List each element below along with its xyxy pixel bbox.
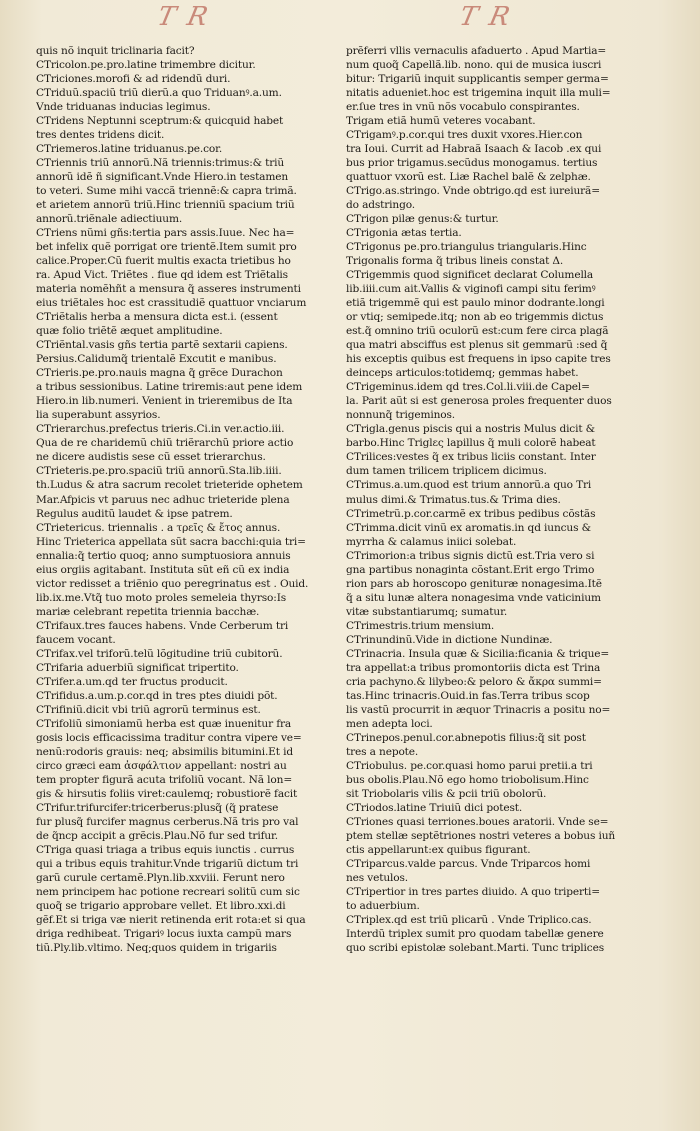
text-line: prẽferri vllis vernaculis afaduerto . Apud Martia= <box>346 45 607 57</box>
text-line: de q̃ncp accipit a grẽcis.Plau.Nõ fur sed trifur. <box>36 829 278 842</box>
text-line: ne dicere audistis sese cũ esset trierarchus. <box>36 451 266 464</box>
text-line: bus obolis.Plau.Nõ ego homo triobolisum.Hinc <box>346 773 589 786</box>
text-line: cria pachyno.& lilybeo:& peloro & ἄκρα summi= <box>346 675 602 688</box>
text-line: garũ curule certamẽ.Plyn.lib.xxviii. Ferunt nero <box>36 871 285 884</box>
text-line: CTrifax.vel triforũ.telũ lõgitudine triũ cubitorũ. <box>36 647 283 660</box>
text-line: CTrigon pilæ genus:& turtur. <box>346 213 499 226</box>
text-line: Hiero.in lib.numeri. Venient in trieremibus de Ita <box>36 395 293 408</box>
text-line: CTriga quasi triaga a tribus equis iunctis . currus <box>36 843 295 856</box>
text-line: nem principem hac potione recreari solitũ cum sic <box>36 885 300 898</box>
text-line: men adepta loci. <box>346 717 433 730</box>
text-line: ctis appellarunt:ex quibus figurant. <box>346 843 531 856</box>
text-line: CTrimus.a.um.quod est trium annorũ.a quo Tri <box>346 479 592 492</box>
text-line: quattuor vxorũ est. Liæ Rachel balẽ & zelphæ. <box>346 171 591 184</box>
text-line: barbo.Hinc Triglες lapillus q̃ muli colorẽ habeat <box>346 437 596 450</box>
text-line: dum tamen trilicem triplicem dicimus. <box>346 465 547 478</box>
text-line: CTrifiniũ.dicit vbi triũ agrorũ terminus est. <box>36 703 261 716</box>
text-line: tra Ioui. Currit ad Habraã Isaach & Iacob .ex qui <box>346 143 602 156</box>
text-line: CTrietericus. triennalis . a τρεῖς & ἔτος annus. <box>36 521 281 534</box>
text-line: deinceps articulos:totidemq; gemmas habet. <box>346 367 579 380</box>
text-line: et arietem annorũ triũ.Hinc trienniũ spacium triũ <box>36 199 295 212</box>
text-line: CTrifidus.a.um.p.cor.qd in tres ptes diuidi põt. <box>36 689 278 702</box>
text-line: tas.Hinc trinacris.Ouid.in fas.Terra tribus scop <box>346 689 590 702</box>
text-line: CTriennis triũ annorũ.Nã triennis:trimus:& triũ <box>36 157 285 170</box>
text-line: materia nomẽhñt a mensura q̃ asseres instrumenti <box>36 283 301 296</box>
text-line: quæ folio triẽtẽ æquet amplitudine. <box>36 325 223 338</box>
text-line: CTriodos.latine Triuiũ dici potest. <box>346 801 523 814</box>
text-line: CTrigamꝰ.p.cor.qui tres duxit vxores.Hier.con <box>346 129 583 142</box>
text-line: do adstringo. <box>346 199 415 212</box>
text-line: a tribus sessionibus. Latine triremis:aut pene idem <box>36 381 303 394</box>
text-line: Hinc Trieterica appellata sũt sacra bacchi:quia tri= <box>36 535 306 548</box>
text-line: lib.iiii.cum ait.Vallis & viginofi campi situ ferimꝰ <box>346 283 596 296</box>
text-line: nonnunq̃ trigeminos. <box>346 409 455 422</box>
text-line: la. Parit aũt si est generosa proles frequenter duos <box>346 395 612 408</box>
text-line: Mar.Afpicis vt paruus nec adhuc trieteride plena <box>36 493 290 506</box>
text-line: ptem stellæ septẽtriones nostri veteres a bobus iuñ <box>346 829 616 842</box>
text-line: CTriplex.qd est triũ plicarũ . Vnde Triplico.cas. <box>346 913 592 926</box>
text-line: CTriẽtalis herba a mensura dicta est.i. (essent <box>36 311 278 324</box>
text-line: CTrimestris.trium mensium. <box>346 619 495 632</box>
text-line: CTrifaria aduerbiũ significat tripertito. <box>36 661 239 674</box>
text-line: est.q̃ omnino triũ oculorũ est:cum fere circa plagã <box>346 325 609 338</box>
text-line: ennalia:q̃ tertio quoq; anno sumptuosiora annuis <box>36 549 291 562</box>
text-line: num quoq̃ Capellã.lib. nono. qui de musica iuscri <box>346 59 602 72</box>
text-line: tem propter figurã acuta trifoliũ vocant. Nã lon= <box>36 773 293 786</box>
text-line: bus prior trigamus.secũdus monogamus. tertius <box>346 157 598 170</box>
text-line: Regulus auditũ laudet & ipse patrem. <box>36 507 233 520</box>
text-line: CTrimorion:a tribus signis dictũ est.Tria vero si <box>346 549 595 562</box>
text-line: nes vetulos. <box>346 871 409 884</box>
text-line: victor redisset a triẽnio quo peregrinatus est . Ouid. <box>36 577 309 590</box>
text-line: CTrierarchus.prefectus trieris.Ci.in ver.actio.iii. <box>36 423 285 436</box>
text-line: CTripertior in tres partes diuido. A quo triperti= <box>346 885 600 898</box>
running-head-left: T R <box>154 2 213 32</box>
text-line: CTricolon.pe.pro.latine trimembre dicitur. <box>36 59 256 72</box>
text-line: CTrieteris.pe.pro.spaciũ triũ annorũ.Sta.lib.iiii. <box>36 465 282 478</box>
text-line: CTriduũ.spaciũ triũ dierũ.a quo Triduanꝰ.a.um. <box>36 87 282 100</box>
text-line: CTrifoliũ simoniamũ herba est quæ inuenitur fra <box>36 717 292 730</box>
text-line: his exceptis quibus est frequens in ipso capite tres <box>346 353 611 366</box>
text-line: sit Triobolaris vilis & pcii triũ obolorũ. <box>346 787 547 800</box>
text-line: driga redhibeat. Trigariꝰ locus iuxta campũ mars <box>36 927 292 940</box>
text-line: quoq̃ se trigario approbare vellet. Et libro.xxi.di <box>36 899 286 912</box>
text-line: q̃ a situ lunæ altera nonagesima vnde vaticinium <box>346 591 601 604</box>
text-line: bitur: Trigariũ inquit supplicantis semper germa= <box>346 73 609 86</box>
text-line: CTriobulus. pe.cor.quasi homo parui pretii.a tri <box>346 759 593 772</box>
text-line: lib.ix.me.Vtq̃ tuo moto proles semeleia thyrso:Is <box>36 591 287 604</box>
text-line: lis vastũ procurrit in æquor Trinacris a positu no= <box>346 703 611 716</box>
text-line: Persius.Calidumq̃ trientalẽ Excutit e manibus. <box>36 353 277 366</box>
text-line: tra appellat:a tribus promontoriis dicta est Trina <box>346 661 601 674</box>
right-text-column <box>346 44 648 955</box>
text-line: nenũ:rodoris grauis: neq; absimilis bitumini.Et id <box>36 745 293 758</box>
text-line: bet infelix quẽ porrigat ore trientẽ.Item sumit pro <box>36 241 297 254</box>
text-line: gẽf.Et si triga væ nierit retinenda erit rota:et si qua <box>36 913 306 926</box>
text-line: fur plusq̃ furcifer magnus cerberus.Nã tris pro val <box>36 815 299 828</box>
text-line: vitæ substantiarumq; sumatur. <box>346 605 508 618</box>
text-line: etiã trigemmẽ qui est paulo minor dodrante.longi <box>346 297 605 310</box>
text-line: CTrigonia ætas tertia. <box>346 227 462 240</box>
text-line: CTrigonus pe.pro.triangulus triangularis.Hinc <box>346 241 587 254</box>
text-line: CTrinundinũ.Vide in dictione Nundinæ. <box>346 633 553 646</box>
text-line: gna partibus nonaginta cõstant.Erit ergo Trimo <box>346 563 595 576</box>
left-text-column <box>36 44 336 955</box>
text-line: rion pars ab horoscopo genituræ nonagesima.Itẽ <box>346 577 602 590</box>
text-line: annorũ.triẽnale adiectiuum. <box>36 213 183 226</box>
text-line: tres a nepote. <box>346 745 419 758</box>
text-line: nitatis adueniet.hoc est trigemina inquit illa muli= <box>346 87 611 100</box>
text-line: CTrigeminus.idem qd tres.Col.li.viii.de Capel= <box>346 381 590 394</box>
text-line: quo scribi epistolæ solebant.Marti. Tunc triplices <box>346 942 604 954</box>
text-line: CTrinepos.penul.cor.abnepotis filius:q̃ sit post <box>346 731 586 744</box>
text-line: CTrinacria. Insula quæ & Sicilia:ficania & trique= <box>346 647 610 660</box>
text-line: CTriẽntal.vasis gñs tertia partẽ sextarii capiens. <box>36 339 288 352</box>
text-line: qui a tribus equis trahitur.Vnde trigariũ dictum tri <box>36 857 299 870</box>
text-line: lia superabunt assyrios. <box>36 409 161 422</box>
text-line: CTrifer.a.um.qd ter fructus producit. <box>36 675 228 688</box>
text-line: eius triẽtales hoc est crassitudiẽ quattuor vnciarum <box>36 297 307 310</box>
text-line: Trigonalis forma q̃ tribus lineis constat Δ. <box>346 255 564 268</box>
text-line: annorũ idẽ ñ significant.Vnde Hiero.in testamen <box>36 171 289 184</box>
text-line: mariæ celebrant repetita triennia bacchæ. <box>36 605 260 618</box>
text-line: eius orgiis agitabant. Instituta sũt eñ cũ ex india <box>36 563 290 576</box>
text-line: ra. Apud Vict. Triẽtes . fiue qd idem est Triẽtalis <box>36 269 288 282</box>
text-line: Qua de re charidemũ chiũ triẽrarchũ priore actio <box>36 437 294 450</box>
text-line: CTrigo.as.stringo. Vnde obtrigo.qd est iureiurã= <box>346 185 600 198</box>
text-line: CTriones quasi terriones.boues aratorii. Vnde se= <box>346 815 609 828</box>
text-line: quis nõ inquit triclinaria facit? <box>36 45 195 57</box>
text-line: CTrimetrũ.p.cor.carmẽ ex tribus pedibus cõstãs <box>346 507 596 520</box>
text-line: CTriciones.morofi & ad ridendũ duri. <box>36 73 231 86</box>
text-line: circo græci eam ἀσφάλτιον appellant: nostri au <box>36 759 287 772</box>
text-line: CTridens Neptunni sceptrum:& quicquid habet <box>36 115 284 128</box>
text-line: CTrigla.genus piscis qui a nostris Mulus dicit & <box>346 423 595 436</box>
text-line: tiũ.Ply.lib.vltimo. Neq;quos quidem in trigariis <box>36 942 277 954</box>
text-line: to veteri. Sume mihi vaccã triennẽ:& capra trimã. <box>36 185 297 198</box>
text-line: CTrimma.dicit vinũ ex aromatis.in qd iuncus & <box>346 521 591 534</box>
text-line: th.Ludus & atra sacrum recolet trieteride ophetem <box>36 479 303 492</box>
text-line: or vtiq; semipede.itq; non ab eo trigemmis dictus <box>346 311 604 324</box>
text-line: Trigam etiã humũ veteres vocabant. <box>346 115 536 128</box>
text-line: to aduerbium. <box>346 899 420 912</box>
running-head-right: T R <box>456 2 515 32</box>
text-line: gis & hirsutis foliis viret:caulemq; robustiorẽ facit <box>36 787 298 800</box>
text-line: CTrieris.pe.pro.nauis magna q̃ grẽce Durachon <box>36 367 283 380</box>
text-line: gosis locis efficacissima traditur contra vipere ve= <box>36 731 302 744</box>
text-line: CTrifaux.tres fauces habens. Vnde Cerberum tri <box>36 619 289 632</box>
text-line: tres dentes tridens dicit. <box>36 129 165 142</box>
text-line: faucem vocant. <box>36 633 116 646</box>
text-line: er.ſue tres in vnũ nõs vocabulo conspirantes. <box>346 101 580 114</box>
text-line: qua matri absciffus est plenus sit gemmarũ :sed q̃ <box>346 339 608 352</box>
text-line: Vnde triduanas inducias legimus. <box>36 101 211 114</box>
text-line: Interdũ triplex sumit pro quodam tabellæ genere <box>346 927 604 940</box>
text-line: CTrigemmis quod significet declarat Columella <box>346 269 594 282</box>
text-line: CTriemeros.latine triduanus.pe.cor. <box>36 143 223 156</box>
text-line: CTrilices:vestes q̃ ex tribus liciis constant. Inter <box>346 451 596 464</box>
text-line: myrrha & calamus iniici solebat. <box>346 535 517 548</box>
text-line: mulus dimi.& Trimatus.tus.& Trima dies. <box>346 493 561 506</box>
text-line: CTriparcus.valde parcus. Vnde Triparcos homi <box>346 857 591 870</box>
text-line: CTrifur.trifurcifer:tricerberus:plusq̃ (q̃ pratese <box>36 801 279 814</box>
text-line: calice.Proper.Cũ fuerit multis exacta trietibus ho <box>36 255 291 268</box>
text-line: CTriens nũmi gñs:tertia pars assis.Iuue. Nec ha= <box>36 227 295 240</box>
